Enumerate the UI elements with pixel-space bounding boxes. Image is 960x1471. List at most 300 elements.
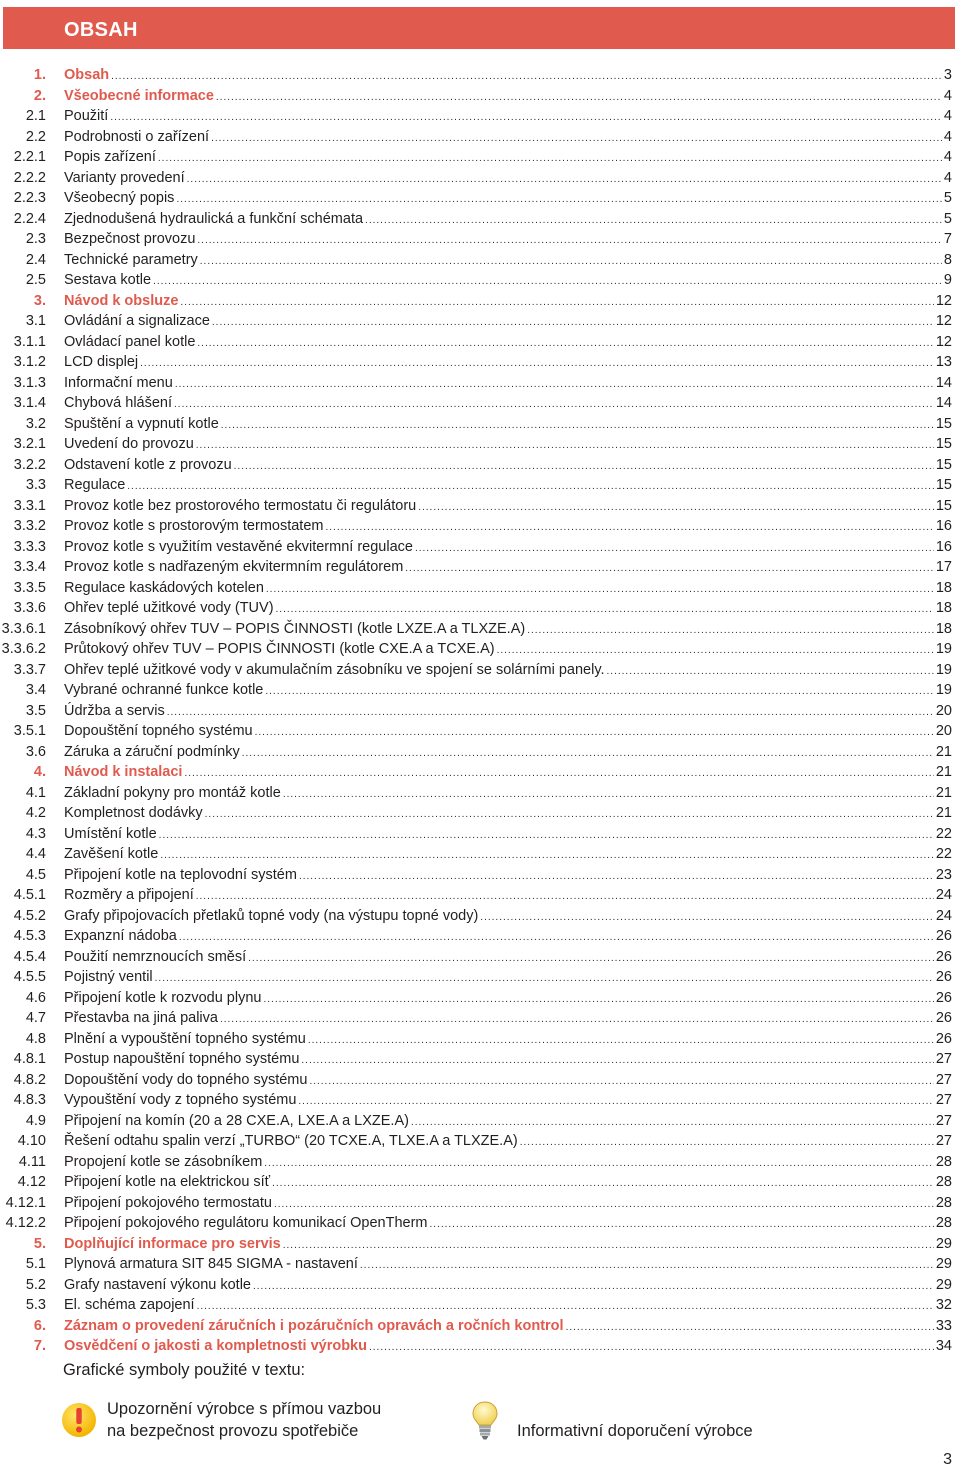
toc-entry[interactable] (0, 414, 960, 435)
toc-entry-title: Všeobecné informace (64, 87, 214, 104)
toc-entry-title: Sestava kotle (64, 272, 152, 288)
toc-entry-page: 27 (935, 1112, 952, 1129)
toc-leader-dots (497, 641, 934, 662)
toc-leader-dots (158, 149, 942, 170)
toc-entry-title: Záznam o provedení záručních i pozáručních opravách a ročních kontrol (64, 1317, 564, 1334)
toc-entry-page: 15 (935, 436, 952, 452)
toc-entry-page: 23 (935, 866, 952, 883)
toc-entry-number: 3.4 (25, 682, 46, 698)
toc-entry-number: 2.2 (25, 128, 46, 145)
toc-entry-page: 21 (935, 743, 952, 760)
toc-leader-dots (221, 416, 934, 437)
toc-entry[interactable] (0, 332, 960, 353)
toc-entry-title: Uvedení do provozu (64, 436, 194, 452)
toc-entry-page: 19 (935, 682, 952, 698)
warning-icon (61, 1402, 97, 1438)
toc-leader-dots (430, 1215, 934, 1236)
toc-entry-number: 4.6 (25, 989, 46, 1006)
toc-entry-page: 27 (935, 1092, 952, 1108)
toc-entry[interactable] (0, 393, 960, 414)
toc-leader-dots (110, 108, 942, 129)
toc-entry-number: 4.5.5 (13, 969, 46, 985)
toc-leader-dots (211, 129, 942, 150)
toc-entry-page: 26 (935, 948, 952, 965)
page-title: OBSAH (64, 19, 138, 41)
toc-entry-title: Bezpečnost provozu (64, 231, 196, 247)
toc-entry[interactable] (0, 1193, 960, 1214)
toc-entry[interactable] (0, 373, 960, 394)
toc-leader-dots (365, 211, 942, 232)
toc-entry-page: 19 (935, 641, 952, 657)
toc-leader-dots (274, 1195, 934, 1216)
toc-leader-dots (301, 1051, 933, 1072)
toc-entry-title: Připojení pokojového regulátoru komunikací OpenTherm (64, 1215, 428, 1231)
toc-entry-number: 2.2.1 (13, 149, 46, 165)
toc-entry[interactable] (0, 106, 960, 127)
toc-entry-title: Plnění a vypouštění topného systému (64, 1030, 306, 1047)
toc-entry-title: Postup napouštění topného systému (64, 1051, 300, 1067)
toc-entry[interactable] (0, 311, 960, 332)
toc-entry[interactable] (0, 516, 960, 537)
toc-entry-page: 9 (943, 272, 952, 288)
toc-leader-dots (263, 990, 933, 1011)
toc-entry-page: 15 (935, 456, 952, 473)
toc-entry-number: 4.8.1 (13, 1051, 46, 1067)
toc-entry[interactable] (0, 721, 960, 742)
toc-entry[interactable] (0, 578, 960, 599)
toc-entry[interactable] (0, 1234, 960, 1255)
toc-entry-title: Regulace kaskádových kotelen (64, 579, 264, 596)
toc-entry-number: 3.1.3 (13, 374, 46, 391)
toc-entry-number: 3.1.4 (13, 395, 46, 411)
toc-entry[interactable] (0, 1295, 960, 1316)
toc-entry-page: 22 (935, 825, 952, 842)
toc-entry[interactable] (0, 1213, 960, 1234)
toc-entry-number: 4.11 (18, 1153, 46, 1170)
toc-entry[interactable] (0, 926, 960, 947)
toc-leader-dots (308, 1031, 934, 1052)
header-bar (3, 7, 955, 49)
toc-entry-page: 21 (935, 784, 952, 801)
toc-entry-number: 3. (33, 292, 46, 309)
toc-leader-dots (369, 1338, 934, 1359)
toc-entry-title: Varianty provedení (64, 169, 185, 186)
toc-entry-title: Ohřev teplé užitkové vody v akumulačním zásobníku ve spojení se solárními panely. (64, 661, 605, 678)
toc-entry-title: LCD displej (64, 354, 139, 370)
toc-leader-dots (140, 354, 934, 375)
toc-leader-dots (174, 395, 934, 416)
toc-entry-number: 3.3.4 (13, 559, 46, 575)
toc-entry-number: 3.2.2 (13, 456, 46, 473)
toc-entry[interactable] (0, 455, 960, 476)
toc-entry-page: 33 (935, 1317, 952, 1334)
toc-entry-number: 7. (33, 1338, 46, 1354)
toc-entry-title: Provoz kotle s využitím vestavěné ekvitermní regulace (64, 538, 413, 555)
toc-entry-title: Umístění kotle (64, 825, 157, 842)
warning-description (107, 1398, 381, 1442)
toc-entry[interactable] (0, 1131, 960, 1152)
toc-entry-number: 4.12.1 (5, 1194, 46, 1211)
toc-entry-page: 21 (935, 764, 952, 780)
toc-entry[interactable] (0, 1090, 960, 1111)
toc-entry-number: 4.2 (25, 805, 46, 821)
toc-entry[interactable] (0, 270, 960, 291)
toc-entry-page: 27 (935, 1071, 952, 1088)
warning-line-1: Upozornění výrobce s přímou vazbou (107, 1400, 382, 1418)
toc-entry[interactable] (0, 209, 960, 230)
toc-leader-dots (205, 805, 934, 826)
toc-entry-page: 3 (943, 67, 952, 83)
toc-entry[interactable] (0, 496, 960, 517)
toc-entry-page: 29 (935, 1235, 952, 1252)
toc-leader-dots (276, 600, 934, 621)
toc-entry[interactable] (0, 188, 960, 209)
toc-entry-title: Regulace (64, 477, 126, 493)
toc-entry-page: 4 (943, 149, 952, 165)
toc-entry-title: Doplňující informace pro servis (64, 1235, 281, 1252)
toc-entry-page: 18 (935, 620, 952, 637)
toc-entry-page: 4 (943, 128, 952, 145)
toc-entry-page: 18 (935, 600, 952, 616)
toc-entry[interactable] (0, 86, 960, 107)
toc-entry-number: 5. (33, 1235, 46, 1252)
toc-entry-page: 26 (935, 1030, 952, 1047)
toc-entry-page: 16 (935, 518, 952, 534)
toc-leader-dots (520, 1133, 934, 1154)
toc-entry-page: 13 (935, 354, 952, 370)
toc-entry-title: Zjednodušená hydraulická a funkční schémata (64, 210, 364, 227)
toc-entry-number: 3.3.1 (13, 497, 46, 514)
toc-leader-dots (265, 682, 933, 703)
toc-entry[interactable] (0, 639, 960, 660)
toc-entry-page: 21 (935, 805, 952, 821)
toc-entry-page: 8 (943, 251, 952, 268)
toc-entry-page: 4 (943, 87, 952, 104)
toc-entry-page: 29 (935, 1276, 952, 1293)
toc-entry-page: 32 (935, 1297, 952, 1313)
toc-entry-title: Chybová hlášení (64, 395, 173, 411)
toc-leader-dots (266, 580, 934, 601)
toc-leader-dots (220, 1010, 934, 1031)
toc-leader-dots (127, 477, 934, 498)
toc-entry-page: 26 (935, 1010, 952, 1026)
toc-leader-dots (527, 621, 934, 642)
toc-entry[interactable] (0, 1152, 960, 1173)
toc-entry-page: 16 (935, 538, 952, 555)
toc-entry[interactable] (0, 619, 960, 640)
toc-entry-title: Ovládání a signalizace (64, 313, 210, 329)
toc-entry-title: Vybrané ochranné funkce kotle (64, 682, 264, 698)
toc-entry-number: 3.3.6.1 (1, 620, 46, 637)
toc-entry-number: 1. (33, 67, 46, 83)
toc-entry[interactable] (0, 537, 960, 558)
toc-entry-number: 4.12 (17, 1174, 46, 1190)
toc-leader-dots (197, 1297, 934, 1318)
toc-entry-title: Připojení pokojového termostatu (64, 1194, 272, 1211)
toc-entry-title: Ohřev teplé užitkové vody (TUV) (64, 600, 274, 616)
toc-entry-title: Vypouštění vody z topného systému (64, 1092, 297, 1108)
toc-entry-page: 29 (935, 1256, 952, 1272)
toc-leader-dots (264, 1154, 934, 1175)
toc-entry-number: 3.3.6.2 (1, 641, 46, 657)
toc-entry-number: 2.4 (25, 251, 46, 268)
toc-entry-number: 4.1 (25, 784, 46, 801)
toc-entry-number: 2.3 (25, 231, 46, 247)
toc-entry-page: 12 (935, 292, 952, 309)
toc-leader-dots (196, 887, 934, 908)
toc-entry-title: Zavěšení kotle (64, 846, 159, 862)
toc-entry[interactable] (0, 65, 960, 86)
toc-entry-number: 2.1 (25, 108, 46, 124)
toc-entry-title: Průtokový ohřev TUV – POPIS ČINNOSTI (kotle CXE.A a TCXE.A) (64, 641, 495, 657)
toc-entry[interactable] (0, 742, 960, 763)
toc-entry[interactable] (0, 557, 960, 578)
toc-leader-dots (176, 190, 941, 211)
toc-entry[interactable] (0, 660, 960, 681)
toc-entry[interactable] (0, 947, 960, 968)
toc-entry-title: Připojení na komín (20 a 28 CXE.A, LXE.A a LXZE.A) (64, 1112, 409, 1129)
toc-entry[interactable] (0, 434, 960, 455)
toc-entry[interactable] (0, 229, 960, 250)
toc-entry-title: Technické parametry (64, 251, 198, 268)
toc-leader-dots (179, 928, 934, 949)
toc-entry-title: Připojení kotle na elektrickou síť (64, 1174, 271, 1190)
toc-leader-dots (180, 293, 933, 314)
toc-entry[interactable] (0, 1172, 960, 1193)
toc-leader-dots (299, 867, 934, 888)
toc-leader-dots (325, 518, 933, 539)
toc-entry[interactable] (0, 1336, 960, 1357)
toc-leader-dots (248, 949, 934, 970)
toc-entry-number: 3.2 (25, 415, 46, 432)
toc-entry-title: Zásobníkový ohřev TUV – POPIS ČINNOSTI (kotle LXZE.A a TLXZE.A) (64, 620, 526, 637)
toc-entry[interactable] (0, 865, 960, 886)
toc-entry-title: Provoz kotle s prostorovým termostatem (64, 518, 324, 534)
toc-entry-title: Spuštění a vypnutí kotle (64, 415, 219, 432)
toc-leader-dots (196, 436, 934, 457)
toc-leader-dots (607, 662, 934, 683)
toc-leader-dots (242, 744, 934, 765)
toc-entry-title: Základní pokyny pro montáž kotle (64, 784, 281, 801)
toc-entry-number: 4.7 (25, 1010, 46, 1026)
toc-entry-page: 24 (935, 887, 952, 903)
toc-entry-page: 17 (935, 559, 952, 575)
toc-entry-title: Všeobecný popis (64, 190, 175, 206)
toc-leader-dots (415, 539, 934, 560)
toc-entry-page: 19 (935, 661, 952, 678)
toc-entry-number: 4.9 (25, 1112, 46, 1129)
toc-entry-number: 4.8 (25, 1030, 46, 1047)
toc-entry-title: El. schéma zapojení (64, 1297, 195, 1313)
toc-leader-dots (418, 498, 934, 519)
toc-entry-page: 5 (943, 190, 952, 206)
toc-leader-dots (480, 908, 934, 929)
toc-entry-number: 3.5.1 (13, 723, 46, 739)
toc-leader-dots (272, 1174, 934, 1195)
toc-entry-title: Provoz kotle s nadřazeným ekvitermním regulátorem (64, 559, 404, 575)
info-description: Informativní doporučení výrobce (517, 1422, 753, 1440)
toc-entry-page: 24 (935, 907, 952, 924)
toc-entry-page: 28 (935, 1194, 952, 1211)
toc-entry-number: 4.5.2 (13, 907, 46, 924)
warning-line-2: na bezpečnost provozu spotřebiče (107, 1422, 359, 1440)
toc-entry-number: 3.3.3 (13, 538, 46, 555)
toc-entry[interactable] (0, 967, 960, 988)
toc-entry[interactable] (0, 988, 960, 1009)
toc-entry-page: 20 (935, 702, 952, 719)
toc-entry-number: 4.5.1 (13, 887, 46, 903)
toc-entry[interactable] (0, 352, 960, 373)
toc-entry[interactable] (0, 906, 960, 927)
toc-leader-dots (216, 88, 942, 109)
toc-entry-page: 26 (935, 989, 952, 1006)
toc-leader-dots (175, 375, 934, 396)
toc-entry[interactable] (0, 1029, 960, 1050)
toc-entry-number: 4.12.2 (5, 1215, 46, 1231)
toc-entry[interactable] (0, 844, 960, 865)
toc-entry-title: Podrobnosti o zařízení (64, 128, 210, 145)
toc-entry[interactable] (0, 783, 960, 804)
toc-leader-dots (159, 826, 934, 847)
toc-entry-page: 12 (935, 333, 952, 350)
toc-leader-dots (160, 846, 934, 867)
toc-entry-number: 4.8.2 (13, 1071, 46, 1088)
toc-entry-number: 5.1 (25, 1256, 46, 1272)
toc-leader-dots (197, 231, 942, 252)
toc-entry-number: 3.3 (25, 477, 46, 493)
toc-entry[interactable] (0, 762, 960, 783)
toc-entry-title: Grafy připojovacích přetlaků topné vody (na výstupu topné vody) (64, 907, 479, 924)
symbols-heading: Grafické symboly použité v textu: (63, 1361, 306, 1379)
toc-entry-number: 3.6 (25, 743, 46, 760)
toc-entry-number: 4. (33, 764, 46, 780)
toc-entry-title: Propojení kotle se zásobníkem (64, 1153, 263, 1170)
toc-entry[interactable] (0, 1111, 960, 1132)
table-of-contents (0, 65, 960, 1357)
toc-entry-page: 12 (935, 313, 952, 329)
toc-entry-number: 4.4 (25, 846, 46, 862)
toc-entry-number: 4.5.4 (13, 948, 46, 965)
toc-entry-page: 4 (943, 169, 952, 186)
toc-entry[interactable] (0, 1049, 960, 1070)
toc-entry-title: Připojení kotle na teplovodní systém (64, 866, 297, 883)
toc-entry-title: Návod k obsluze (64, 292, 179, 309)
toc-entry-title: Dopouštění vody do topného systému (64, 1071, 308, 1088)
toc-leader-dots (405, 559, 934, 580)
toc-entry-number: 3.3.6 (13, 600, 46, 616)
toc-entry-page: 26 (935, 969, 952, 985)
toc-entry-number: 2.2.4 (13, 210, 46, 227)
toc-entry-title: Pojistný ventil (64, 969, 153, 985)
toc-entry-page: 27 (935, 1133, 952, 1149)
toc-entry-number: 3.3.7 (13, 661, 46, 678)
toc-entry[interactable] (0, 701, 960, 722)
toc-entry-title: Grafy nastavení výkonu kotle (64, 1276, 251, 1293)
toc-leader-dots (187, 170, 942, 191)
toc-entry-number: 2.2.3 (13, 190, 46, 206)
toc-entry-number: 6. (33, 1317, 46, 1334)
toc-entry-number: 2. (33, 87, 46, 104)
toc-entry[interactable] (0, 598, 960, 619)
toc-leader-dots (253, 1277, 934, 1298)
toc-entry-number: 3.2.1 (13, 436, 46, 452)
page-number: 3 (943, 1451, 952, 1468)
toc-leader-dots (200, 252, 942, 273)
toc-entry-page: 20 (935, 723, 952, 739)
toc-entry[interactable] (0, 475, 960, 496)
toc-entry[interactable] (0, 885, 960, 906)
toc-entry-number: 2.2.2 (13, 169, 46, 186)
toc-entry-title: Připojení kotle k rozvodu plynu (64, 989, 262, 1006)
toc-entry-title: Informační menu (64, 374, 173, 391)
toc-entry-page: 14 (935, 374, 952, 391)
toc-entry-page: 22 (935, 846, 952, 862)
toc-entry[interactable] (0, 680, 960, 701)
toc-entry-page: 4 (943, 108, 952, 124)
toc-leader-dots (283, 1236, 934, 1257)
toc-entry-page: 15 (935, 477, 952, 493)
toc-entry[interactable] (0, 291, 960, 312)
toc-entry[interactable] (0, 1275, 960, 1296)
toc-entry-number: 3.1.2 (13, 354, 46, 370)
toc-entry[interactable] (0, 1008, 960, 1029)
toc-entry[interactable] (0, 1070, 960, 1091)
toc-entry-number: 2.5 (25, 272, 46, 288)
toc-entry-title: Použití nemrznoucích směsí (64, 948, 247, 965)
toc-leader-dots (197, 334, 933, 355)
toc-entry-page: 28 (935, 1153, 952, 1170)
toc-leader-dots (234, 457, 934, 478)
toc-entry-number: 3.3.2 (13, 518, 46, 534)
toc-entry-title: Provoz kotle bez prostorového termostatu či regulátoru (64, 497, 417, 514)
toc-leader-dots (212, 313, 934, 334)
toc-leader-dots (566, 1318, 934, 1339)
toc-entry-title: Obsah (64, 67, 110, 83)
toc-entry-title: Použití (64, 108, 109, 124)
toc-entry-title: Záruka a záruční podmínky (64, 743, 240, 760)
toc-entry-number: 4.10 (17, 1133, 46, 1149)
toc-leader-dots (184, 764, 933, 785)
toc-entry-title: Ovládací panel kotle (64, 333, 196, 350)
toc-entry[interactable] (0, 147, 960, 168)
toc-entry-title: Expanzní nádoba (64, 928, 177, 944)
toc-leader-dots (153, 272, 942, 293)
toc-entry[interactable] (0, 127, 960, 148)
lightbulb-icon (470, 1400, 500, 1442)
toc-entry[interactable] (0, 824, 960, 845)
toc-entry-title: Řešení odtahu spalin verzí „TURBO“ (20 TCXE.A, TLXE.A a TLXZE.A) (64, 1133, 518, 1149)
toc-entry-title: Údržba a servis (64, 702, 165, 719)
toc-entry-page: 15 (935, 415, 952, 432)
toc-leader-dots (255, 723, 934, 744)
toc-entry-title: Rozměry a připojení (64, 887, 194, 903)
toc-entry[interactable] (0, 803, 960, 824)
toc-entry-title: Odstavení kotle z provozu (64, 456, 232, 473)
toc-entry-number: 3.3.5 (13, 579, 46, 596)
toc-entry-title: Návod k instalaci (64, 764, 183, 780)
toc-entry-title: Osvědčení o jakosti a kompletnosti výrobku (64, 1338, 367, 1354)
toc-entry-page: 15 (935, 497, 952, 514)
toc-entry[interactable] (0, 168, 960, 189)
toc-entry[interactable] (0, 1316, 960, 1337)
toc-entry-number: 4.8.3 (13, 1092, 46, 1108)
toc-entry-title: Popis zařízení (64, 149, 156, 165)
toc-entry[interactable] (0, 250, 960, 271)
toc-entry-page: 5 (943, 210, 952, 227)
toc-entry[interactable] (0, 1254, 960, 1275)
toc-leader-dots (298, 1092, 933, 1113)
toc-entry-number: 4.5.3 (13, 928, 46, 944)
